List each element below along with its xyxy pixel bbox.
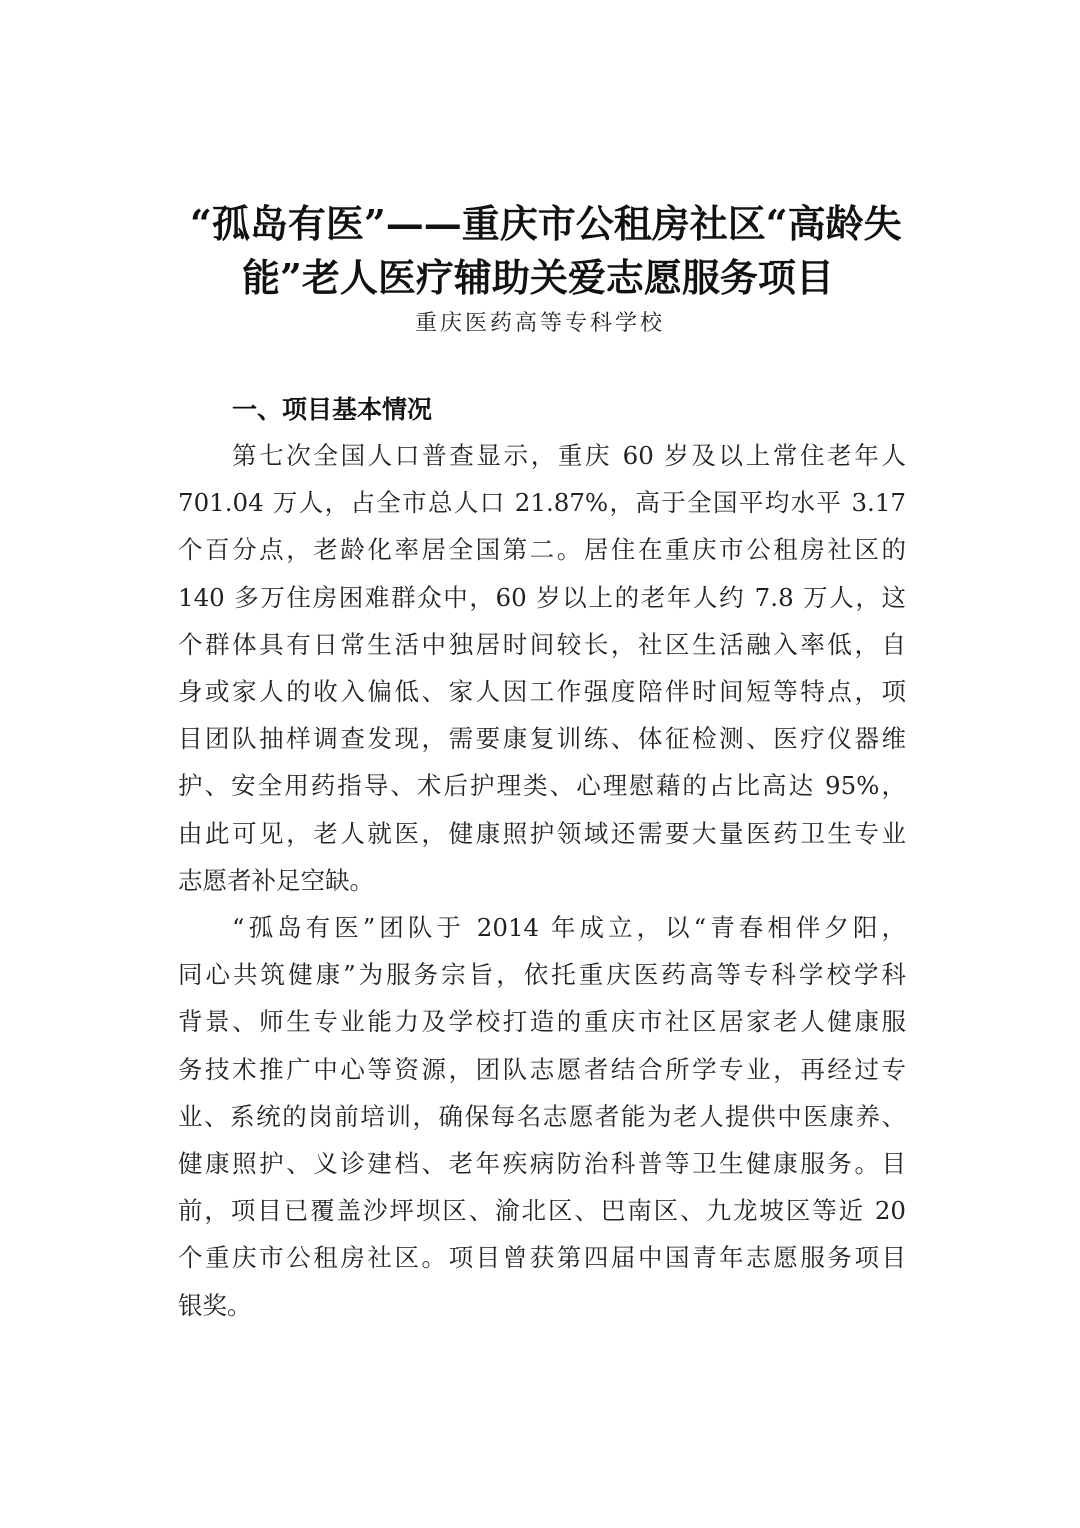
document-title	[150, 197, 930, 305]
paragraph-line: 目团队抽样调查发现，需要康复训练、体征检测、医疗仪器维	[178, 724, 906, 754]
paragraph-line: 个重庆市公租房社区。项目曾获第四届中国青年志愿服务项目	[178, 1243, 906, 1273]
paragraph-line: 前，项目已覆盖沙坪坝区、渝北区、巴南区、九龙坡区等近 20	[178, 1196, 906, 1226]
paragraph-line: 个百分点，老龄化率居全国第二。居住在重庆市公租房社区的	[178, 535, 906, 565]
paragraph-line: 务技术推广中心等资源，团队志愿者结合所学专业，再经过专	[178, 1054, 906, 1084]
paragraph-line: 701.04 万人，占全市总人口 21.87%，高于全国平均水平 3.17	[178, 488, 906, 518]
paragraph-line: 同心共筑健康”为服务宗旨，依托重庆医药高等专科学校学科	[178, 960, 906, 990]
paragraph-line: 健康照护、义诊建档、老年疾病防治科普等卫生健康服务。目	[178, 1148, 906, 1178]
paragraph-line: “孤岛有医”团队于 2014 年成立，以“青春相伴夕阳，	[232, 913, 906, 942]
paragraph-line: 由此可见，老人就医，健康照护领域还需要大量医药卫生专业	[178, 818, 906, 848]
paragraph-line: 身或家人的收入偏低、家人因工作强度陪伴时间短等特点，项	[178, 676, 906, 706]
title-line-1: “孤岛有医”——重庆市公租房社区“高龄失	[190, 201, 902, 246]
paragraph-line: 个群体具有日常生活中独居时间较长，社区生活融入率低，自	[178, 629, 906, 659]
paragraph-1	[178, 432, 906, 904]
paragraph-line: 140 多万住房困难群众中，60 岁以上的老年人约 7.8 万人，这	[178, 582, 906, 612]
section-heading: 一、项目基本情况	[232, 395, 433, 424]
title-line-2: 能”老人医疗辅助关爱志愿服务项目	[242, 255, 834, 300]
paragraph-2	[178, 904, 906, 1329]
paragraph-line: 志愿者补足空缺。	[178, 865, 374, 895]
paragraph-line: 背景、师生专业能力及学校打造的重庆市社区居家老人健康服	[178, 1007, 906, 1037]
paragraph-line: 业、系统的岗前培训，确保每名志愿者能为老人提供中医康养、	[178, 1101, 906, 1131]
paragraph-line: 第七次全国人口普查显示，重庆 60 岁及以上常住老年人	[232, 441, 906, 470]
organization-name: 重庆医药高等专科学校	[414, 311, 665, 336]
paragraph-line: 银奖。	[178, 1290, 252, 1320]
paragraph-line: 护、安全用药指导、术后护理类、心理慰藉的占比高达 95%，	[178, 771, 906, 801]
